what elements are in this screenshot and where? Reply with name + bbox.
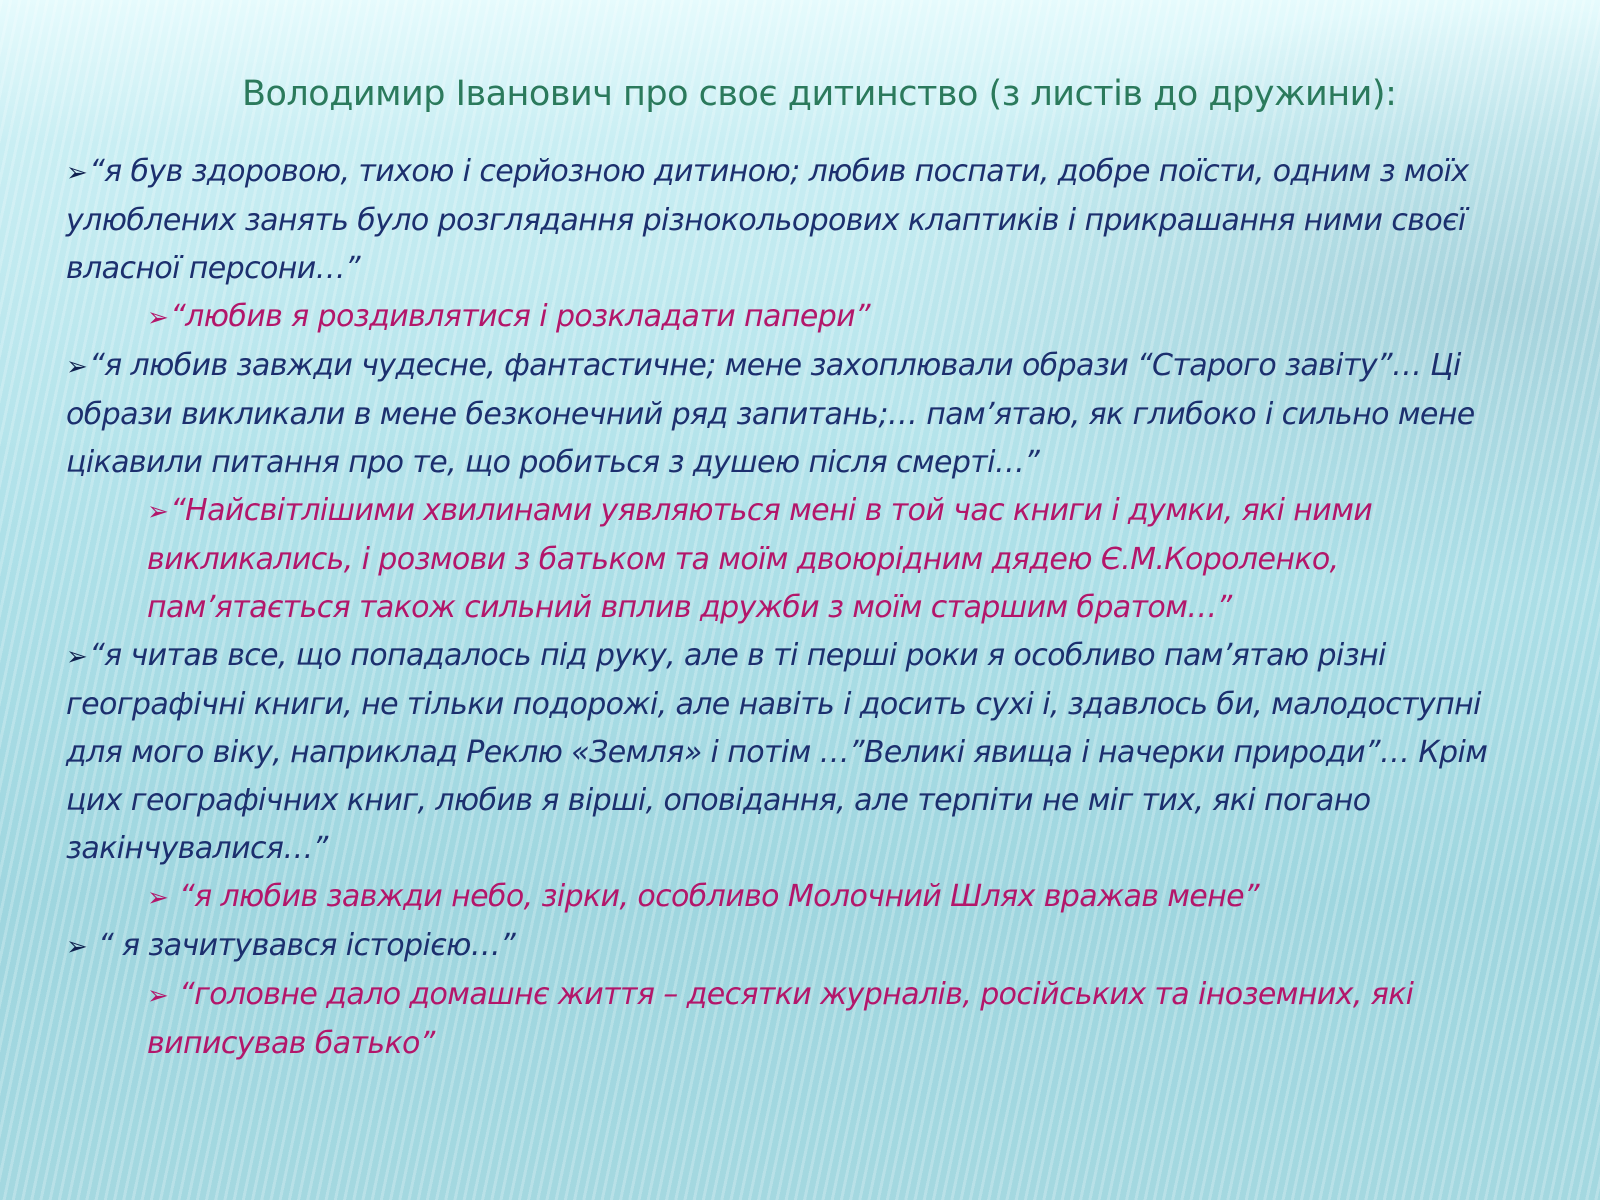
quote-text: “Найсвітлішими хвилинами уявляються мені в той час книги і думки, які ними викликались, і розмови з батьком та моїм двоюрідним дядею Є.М.Короленко, пам’ятається також сильний вплив дружби з моїм старшим братом…” <box>147 493 1373 625</box>
quote-text: “я був здоровою, тихою і серйозною дитиною; любив поспати, добре поїсти, одним з моїх улюблених занять було розглядання різнокольорових клаптиків і прикрашання ними своєї власної персони…” <box>66 154 1469 286</box>
arrow-bullet-icon: ➢ <box>66 158 88 188</box>
arrow-bullet-icon: ➢ <box>147 497 169 527</box>
quote-item <box>66 342 1506 487</box>
quote-item <box>66 293 1506 342</box>
quote-item <box>66 971 1506 1068</box>
quote-text: “любив я роздивлятися і розкладати папери” <box>170 299 870 334</box>
quote-text: “головне дало домашнє життя – десятки журналів, російських та іноземних, які виписував батько” <box>147 977 1414 1061</box>
quote-item <box>66 487 1506 632</box>
quote-text: “я читав все, що попадалось під руку, але в ті перші роки я особливо пам’ятаю різні географічні книги, не тільки подорожі, але навіть і досить сухі і, здавлось би, малодоступні для мого віку, наприклад Реклю «Земля» і потім …”Великі явища і начерки природи”… Крім цих географічних книг, любив я вірші, оповідання, але терпіти не міг тих, які погано закінчувалися…” <box>66 638 1488 866</box>
quote-text: “я любив завжди чудесне, фантастичне; мене захоплювали образи “Старого завіту”… Ці образи викликали в мене безконечний ряд запитань;… пам’ятаю, як глибоко і сильно мене цікавили питання про те, що робиться з душею після смерті…” <box>66 348 1475 480</box>
arrow-bullet-icon: ➢ <box>147 883 169 913</box>
quote-item <box>66 148 1506 293</box>
quote-text: “я любив завжди небо, зірки, особливо Молочний Шлях вражав мене” <box>170 879 1259 914</box>
quote-list <box>66 148 1506 1068</box>
arrow-bullet-icon: ➢ <box>66 352 88 382</box>
quote-text: “ я зачитувався історією…” <box>89 928 516 963</box>
arrow-bullet-icon: ➢ <box>66 932 88 962</box>
quote-item <box>66 922 1506 971</box>
arrow-bullet-icon: ➢ <box>147 303 169 333</box>
quote-item <box>66 873 1506 922</box>
arrow-bullet-icon: ➢ <box>66 642 88 672</box>
quote-item <box>66 632 1506 873</box>
slide-title: Володимир Іванович про своє дитинство (з листів до дружини): <box>242 74 1397 114</box>
arrow-bullet-icon: ➢ <box>147 981 169 1011</box>
